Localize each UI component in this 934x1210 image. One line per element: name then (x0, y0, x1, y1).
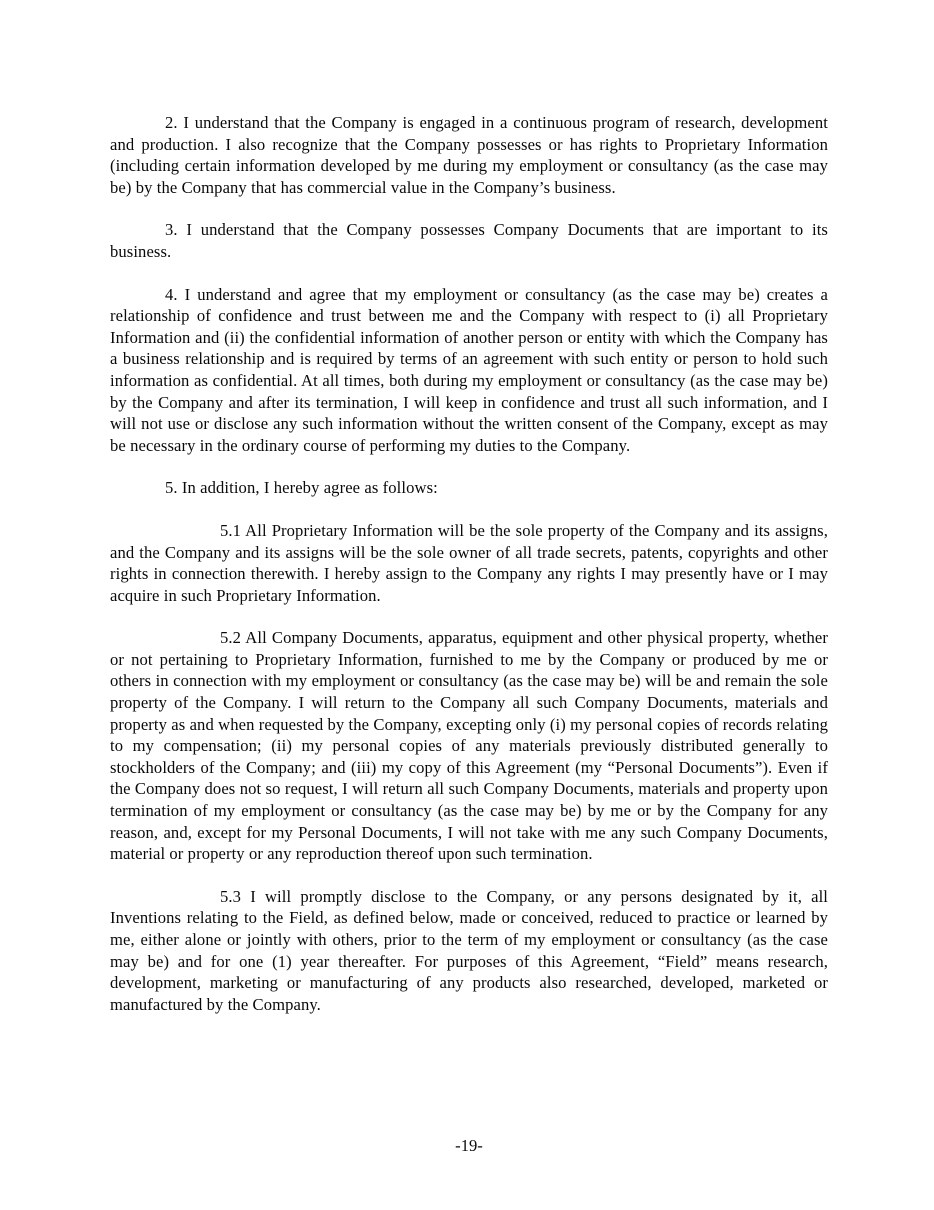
paragraph-5: 5. In addition, I hereby agree as follows: (165, 478, 438, 498)
page-number: -19- (455, 1136, 483, 1155)
paragraph-5-3: 5.3 I will promptly disclose to the Company, or any persons designated by it, all Inventions relating to the Field, as defined below, made or conceived, reduced to practice or learned by me, either alone or jointly with others, prior to the term of my employment or consultancy (as the case may be) and for one (1) year thereafter. For purposes of this Agreement, “Field” means research, development, marketing or manufacturing of any products also researched, developed, marketed or manufactured by the Company. (110, 886, 828, 1014)
paragraph-5-1: 5.1 All Proprietary Information will be the sole property of the Company and its assigns, and the Company and its assigns will be the sole owner of all trade secrets, patents, copyrights and other rights in connection therewith. I hereby assign to the Company any rights I may presently have or I may acquire in such Proprietary Information. (110, 520, 828, 605)
document-body (110, 112, 828, 1036)
paragraph-5-2: 5.2 All Company Documents, apparatus, equipment and other physical property, whether or not pertaining to Proprietary Information, furnished to me by the Company or produced by me or others in connection with my employment or consultancy (as the case may be) will be and remain the sole property of the Company. I will return to the Company all such Company Documents, materials and property as and when requested by the Company, excepting only (i) my personal copies of records relating to my compensation; (ii) my personal copies of any materials previously distributed generally to stockholders of the Company; and (iii) my copy of this Agreement (my “Personal Documents”). Even if the Company does not so request, I will return all such Company Documents, materials and property upon termination of my employment or consultancy (as the case may be) by me or by the Company for any reason, and, except for my Personal Documents, I will not take with me any such Company Documents, material or property or any reproduction thereof upon such termination. (110, 628, 828, 864)
paragraph-3: 3. I understand that the Company possesses Company Documents that are important to its business. (110, 220, 828, 261)
paragraph-2: 2. I understand that the Company is engaged in a continuous program of research, development and production. I also recognize that the Company possesses or has rights to Proprietary Information (including certain information developed by me during my employment or consultancy (as the case may be) by the Company that has commercial value in the Company’s business. (110, 113, 828, 197)
paragraph-4: 4. I understand and agree that my employment or consultancy (as the case may be) creates a relationship of confidence and trust between me and the Company with respect to (i) all Proprietary Information and (ii) the confidential information of another person or entity with which the Company has a business relationship and is required by terms of an agreement with such entity or person to hold such information as confidential. At all times, both during my employment or consultancy (as the case may be) by the Company and after its termination, I will keep in confidence and trust all such information, and I will not use or disclose any such information without the written consent of the Company, except as may be necessary in the ordinary course of performing my duties to the Company. (110, 284, 828, 455)
